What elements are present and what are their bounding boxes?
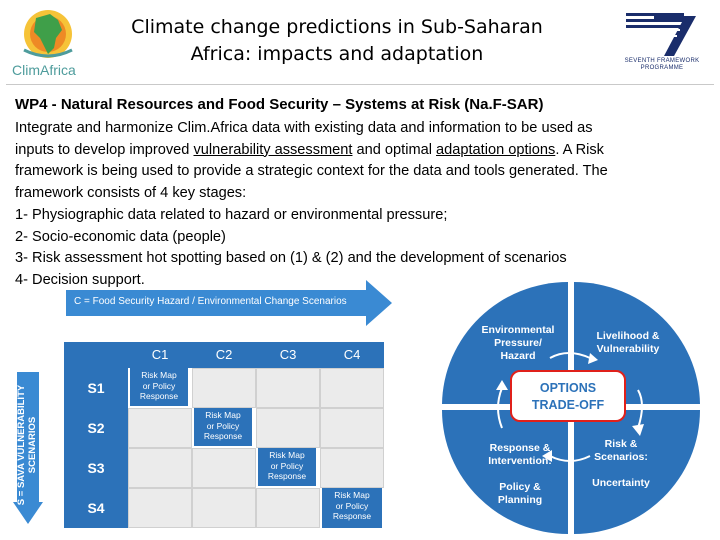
africa-sun-icon	[6, 4, 96, 64]
hazard-scenarios-label: C = Food Security Hazard / Environmental Change Scenarios	[74, 296, 347, 307]
risk-map-cell-s1-c1	[130, 368, 188, 406]
vulnerability-scenarios-arrow	[13, 372, 43, 524]
page-title	[110, 14, 564, 68]
header-divider	[6, 84, 714, 85]
fp7-logo	[620, 10, 702, 78]
column-header-c1: C1	[128, 342, 192, 368]
matrix-cell	[128, 408, 192, 448]
risk-cell-text-1: Risk Map	[334, 490, 370, 500]
risk-map-cell-s2-c2	[194, 408, 252, 446]
quadrant-tl-line-3: Hazard	[500, 350, 536, 362]
matrix-cell	[256, 488, 320, 528]
risk-cell-text-3: Response	[267, 471, 307, 481]
body-line-2a: inputs to develop improved	[15, 141, 194, 158]
body-line-2c: . A Risk	[555, 141, 604, 158]
logo-wordmark: ClimAfrica	[12, 62, 76, 78]
risk-cell-text-3: Response	[332, 511, 372, 521]
column-header-c4: C4	[320, 342, 384, 368]
title-line-1: Climate change predictions in Sub-Saharan	[131, 16, 543, 38]
stage-4: 4- Decision support.	[15, 271, 145, 288]
quadrant-tl-line-1: Environmental	[481, 324, 555, 336]
quadrant-bl-line-3: Policy &	[499, 481, 541, 493]
adaptation-options-text: adaptation options	[436, 141, 556, 158]
fp7-seven-icon	[620, 10, 702, 58]
quadrant-livelihood-vulnerability	[582, 330, 674, 356]
section-heading: WP4 - Natural Resources and Food Security – Systems at Risk (Na.F-SAR)	[15, 96, 544, 113]
quadrant-response-intervention	[478, 442, 562, 507]
options-tradeoff-box	[510, 370, 626, 422]
vulnerability-label-line-1: S = SAVA VULNERABILITY	[16, 384, 27, 506]
column-header-c2: C2	[192, 342, 256, 368]
center-line-2: TRADE-OFF	[531, 398, 605, 412]
matrix-cell	[128, 448, 192, 488]
title-line-2: Africa: impacts and adaptation	[190, 43, 484, 65]
quadrant-bl-line-4: Planning	[497, 494, 543, 506]
stage-2: 2- Socio-economic data (people)	[15, 228, 226, 245]
matrix-cell	[256, 408, 320, 448]
vulnerability-assessment-text: vulnerability assessment	[193, 141, 353, 158]
stage-3: 3- Risk assessment hot spotting based on (1) & (2) and the development of scenarios	[15, 250, 567, 267]
matrix-cell	[192, 368, 256, 408]
matrix-cell	[320, 448, 384, 488]
risk-cell-text-3: Response	[139, 391, 179, 401]
risk-cell-text-2: or Policy	[335, 500, 369, 511]
hazard-scenarios-arrow	[66, 280, 392, 326]
risk-matrix	[64, 342, 384, 528]
risk-cell-text-1: Risk Map	[141, 370, 177, 380]
quadrant-tr-line-2: Vulnerability	[596, 343, 660, 355]
quadrant-tr-line-1: Livelihood &	[596, 330, 660, 342]
row-header-s1: S1	[64, 368, 128, 408]
matrix-cell	[192, 448, 256, 488]
risk-cell-text-2: or Policy	[206, 420, 240, 431]
risk-cell-text-2: or Policy	[270, 460, 304, 471]
climafrica-logo	[6, 4, 96, 80]
risk-cell-text-2: or Policy	[142, 380, 176, 391]
matrix-corner	[64, 342, 128, 368]
body-text	[15, 118, 715, 292]
stage-1: 1- Physiographic data related to hazard or environmental pressure;	[15, 206, 448, 223]
matrix-cell	[192, 488, 256, 528]
body-line-4: framework consists of 4 key stages:	[15, 185, 247, 202]
quadrant-bl-line-2: Intervention:	[488, 455, 552, 467]
fp7-text-line-2: PROGRAMME	[640, 65, 684, 71]
quadrant-risk-scenarios	[582, 438, 660, 490]
row-header-s4: S4	[64, 488, 128, 528]
quadrant-tl-line-2: Pressure/	[494, 337, 542, 349]
matrix-cell	[320, 408, 384, 448]
quadrant-br-line-3: Uncertainty	[592, 477, 650, 489]
matrix-cell	[128, 488, 192, 528]
body-line-2b: and optimal	[352, 141, 437, 158]
risk-map-cell-s3-c3	[258, 448, 316, 486]
quadrant-environmental-pressure	[474, 324, 562, 363]
fp7-text	[622, 58, 702, 72]
fp7-text-line-1: SEVENTH FRAMEWORK	[624, 58, 700, 64]
quadrant-br-line-2: Scenarios:	[594, 451, 648, 463]
body-line-3: framework is being used to provide a strategic context for the data and tools generated. The	[15, 163, 608, 180]
risk-cell-text-3: Response	[203, 431, 243, 441]
matrix-cell	[320, 368, 384, 408]
risk-framework-cycle	[432, 278, 716, 536]
matrix-cell	[256, 368, 320, 408]
risk-cell-text-1: Risk Map	[269, 450, 305, 460]
vulnerability-label-line-2: SCENARIOS	[27, 416, 38, 474]
quadrant-br-line-1: Risk &	[604, 438, 638, 450]
row-header-s2: S2	[64, 408, 128, 448]
row-header-s3: S3	[64, 448, 128, 488]
risk-cell-text-1: Risk Map	[205, 410, 241, 420]
column-header-c3: C3	[256, 342, 320, 368]
body-line-1: Integrate and harmonize Clim.Africa data with existing data and information to be used as	[15, 120, 593, 136]
body-line-2	[15, 140, 715, 162]
vulnerability-scenarios-label	[16, 369, 38, 521]
risk-map-cell-s4-c4	[322, 488, 382, 528]
quadrant-bl-line-1: Response &	[489, 442, 551, 454]
center-line-1: OPTIONS	[539, 381, 597, 395]
